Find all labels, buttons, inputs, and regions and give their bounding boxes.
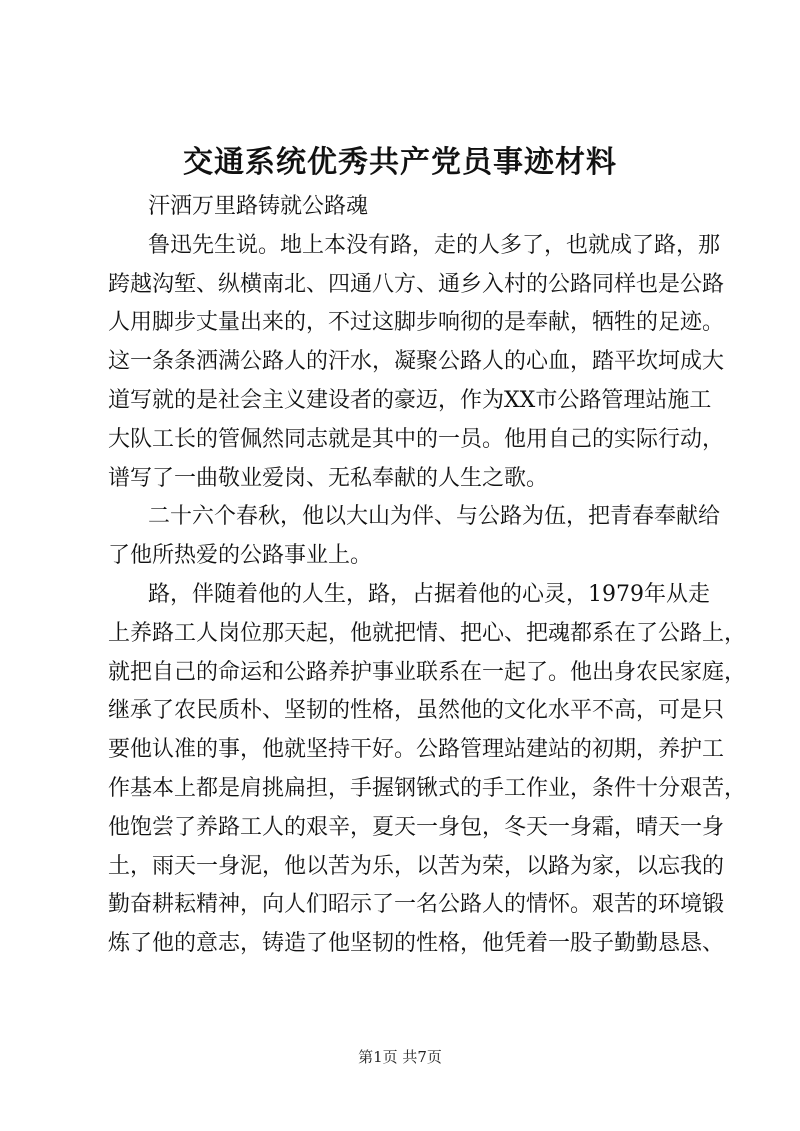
paragraph-line: 人用脚步丈量出来的，不过这脚步响彻的是奉献，牺牲的足迹。 [108,310,725,336]
paragraph-line: 鲁迅先生说。地上本没有路，走的人多了，也就成了路，那 [148,232,721,258]
paragraph-line: 了他所热爱的公路事业上。 [108,543,373,569]
paragraph-line: 谱写了一曲敬业爱岗、无私奉献的人生之歌。 [108,465,549,491]
paragraph-line: 这一条条洒满公路人的汗水，凝聚公路人的心血，踏平坎坷成大 [108,349,725,375]
paragraph-line: 二十六个春秋，他以大山为伴、与公路为伍，把青春奉献给 [148,504,721,530]
paragraph-line: 他饱尝了养路工人的艰辛，夏天一身包，冬天一身霜，晴天一身 [108,814,725,840]
paragraph-line: 就把自己的命运和公路养护事业联系在一起了。他出身农民家庭， [108,659,747,685]
paragraph-line: 勤奋耕耘精神，向人们昭示了一名公路人的情怀。艰苦的环境锻 [108,892,725,918]
subtitle-line: 汗洒万里路铸就公路魂 [148,194,369,219]
paragraph-line: 炼了他的意志，铸造了他坚韧的性格，他凭着一股子勤勤恳恳、 [108,931,725,957]
paragraph-line: 上养路工人岗位那天起，他就把情、把心、把魂都系在了公路上， [108,620,747,646]
paragraph-line: 道写就的是社会主义建设者的豪迈，作为XX市公路管理站施工 [108,387,712,413]
document-body [108,188,747,964]
paragraph-line: 继承了农民质朴、坚韧的性格，虽然他的文化水平不高，可是只 [108,698,725,724]
paragraph-line: 作基本上都是肩挑扁担，手握钢锹式的手工作业，条件十分艰苦， [108,775,747,801]
paragraph-line: 路，伴随着他的人生，路，占据着他的心灵，1979年从走 [148,581,710,607]
page-footer: 第1页 共7页 [358,1048,442,1066]
paragraph-line: 要他认准的事，他就坚持干好。公路管理站建站的初期，养护工 [108,737,725,763]
paragraph-line: 大队工长的管佩然同志就是其中的一员。他用自己的实际行动， [108,426,725,452]
document-title: 交通系统优秀共产党员事迹材料 [183,145,617,180]
paragraph-line: 跨越沟堑、纵横南北、四通八方、通乡入村的公路同样也是公路 [108,271,725,297]
paragraph-line: 土，雨天一身泥，他以苦为乐，以苦为荣，以路为家，以忘我的 [108,853,725,879]
